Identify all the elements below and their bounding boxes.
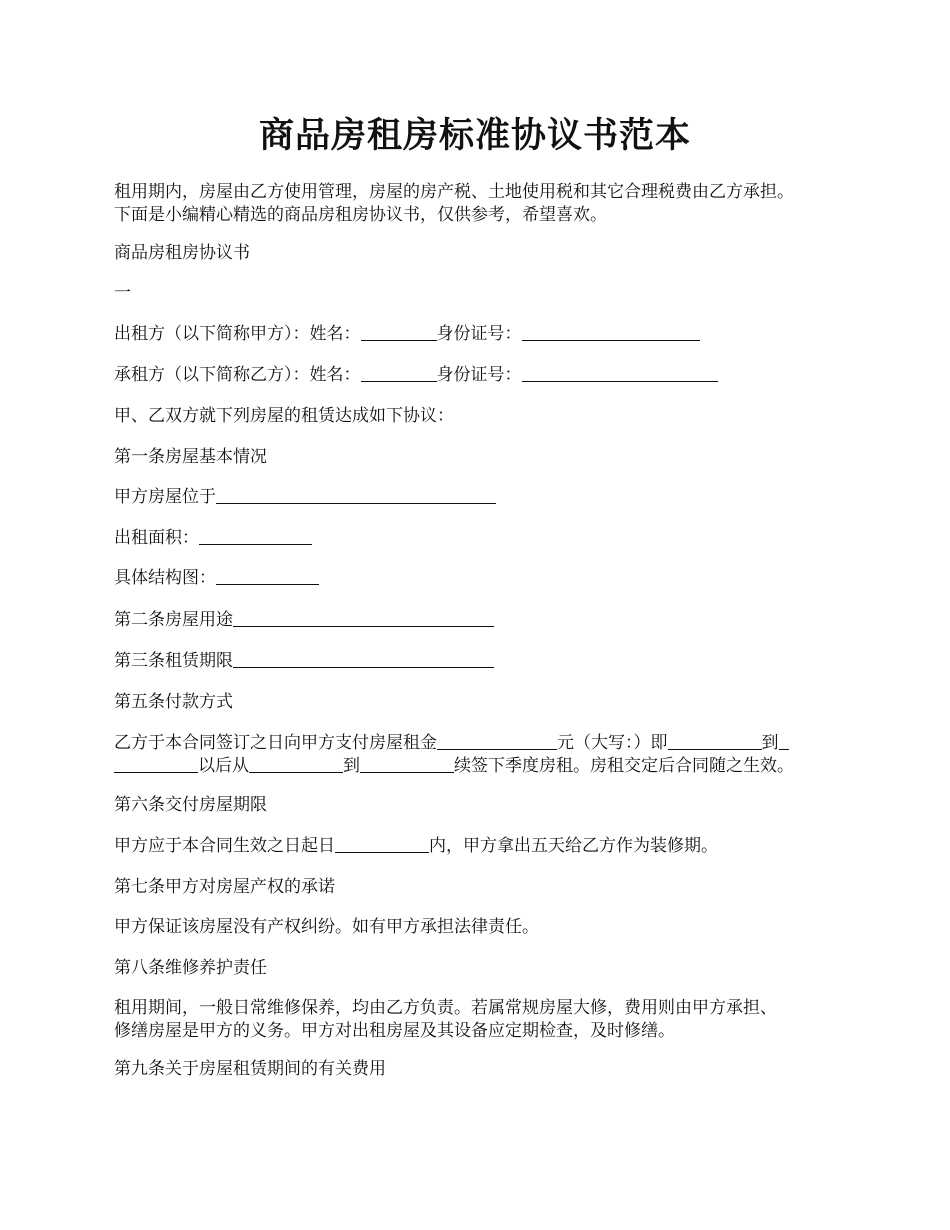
- lessor-line: [114, 323, 854, 346]
- location-blank: [216, 486, 496, 504]
- art3-line: [114, 650, 854, 673]
- art6-text-2: 内，甲方拿出五天给乙方作为装修期。: [429, 836, 718, 856]
- art5-text-3: 到: [761, 733, 779, 753]
- section-number: 一: [114, 283, 131, 303]
- lessee-line: [114, 364, 854, 387]
- art8-line-2: 修缮房屋是甲方的义务。甲方对出租房屋及其设备应定期检查，及时修缮。: [114, 1021, 675, 1041]
- doc-heading: 商品房租房协议书: [114, 243, 250, 263]
- date-to-blank-start: [779, 732, 789, 750]
- art6-heading: 第六条交付房屋期限: [114, 795, 267, 815]
- art8-heading: 第八条维修养护责任: [114, 958, 267, 978]
- art2-heading: 第二条房屋用途: [114, 610, 233, 630]
- art1-location-line: [114, 486, 854, 509]
- agreement-line: 甲、乙双方就下列房屋的租赁达成如下协议：: [114, 406, 454, 426]
- art3-heading: 第三条租赁期限: [114, 651, 233, 671]
- art1-heading: 第一条房屋基本情况: [114, 447, 267, 467]
- art1-area-line: [114, 527, 854, 550]
- art1-structure-line: [114, 567, 854, 590]
- art5-line-2: [114, 755, 854, 778]
- art9-heading: 第九条关于房屋租赁期间的有关费用: [114, 1059, 386, 1079]
- art5-heading: 第五条付款方式: [114, 692, 233, 712]
- art2-line: [114, 609, 854, 632]
- page-title: 商品房租房标准协议书范本: [258, 115, 691, 156]
- intro-line-2: 下面是小编精心精选的商品房租房协议书，仅供参考，希望喜欢。: [114, 205, 607, 225]
- term-blank: [233, 650, 494, 668]
- art1-structure-label: 具体结构图：: [114, 568, 216, 588]
- lessee-label: 承租方（以下简称乙方）：姓名：: [114, 365, 361, 385]
- structure-blank: [216, 567, 319, 585]
- art5-text-5: 到: [343, 756, 360, 776]
- art6-text-1: 甲方应于本合同生效之日起日: [114, 836, 335, 856]
- date-to-blank-end: [114, 755, 198, 773]
- art7-heading: 第七条甲方对房屋产权的承诺: [114, 877, 335, 897]
- usage-blank: [233, 609, 494, 627]
- renew-from-blank: [249, 755, 343, 773]
- lessee-name-blank: [361, 364, 437, 382]
- art5-text-6: 续签下季度房租。房租交定后合同随之生效。: [454, 756, 794, 776]
- art8-line-1: 租用期间，一般日常维修保养，均由乙方负责。若属常规房屋大修，费用则由甲方承担、: [114, 998, 777, 1018]
- art5-line-1: [114, 732, 854, 755]
- intro-line-1: 租用期内，房屋由乙方使用管理，房屋的房产税、土地使用税和其它合理税费由乙方承担。: [114, 182, 794, 202]
- art7-body: 甲方保证该房屋没有产权纠纷。如有甲方承担法律责任。: [114, 917, 539, 937]
- art1-location-label: 甲方房屋位于: [114, 487, 216, 507]
- delivery-blank: [335, 835, 429, 853]
- rent-blank: [437, 732, 557, 750]
- lessor-id-label: 身份证号：: [436, 324, 522, 344]
- area-blank: [199, 527, 312, 545]
- art5-text-1: 乙方于本合同签订之日向甲方支付房屋租金: [114, 733, 437, 753]
- lessee-id-blank: [522, 364, 718, 382]
- lessee-id-label: 身份证号：: [436, 365, 522, 385]
- renew-to-blank: [360, 755, 454, 773]
- art1-area-label: 出租面积：: [114, 528, 199, 548]
- date-from-blank: [668, 732, 762, 750]
- art5-text-2: 元（大写：）即: [557, 733, 668, 753]
- lessor-label: 出租方（以下简称甲方）：姓名：: [114, 324, 361, 344]
- lessor-name-blank: [361, 323, 437, 341]
- lessor-id-blank: [522, 323, 700, 341]
- art6-line: [114, 835, 854, 858]
- art5-text-4: 以后从: [198, 756, 249, 776]
